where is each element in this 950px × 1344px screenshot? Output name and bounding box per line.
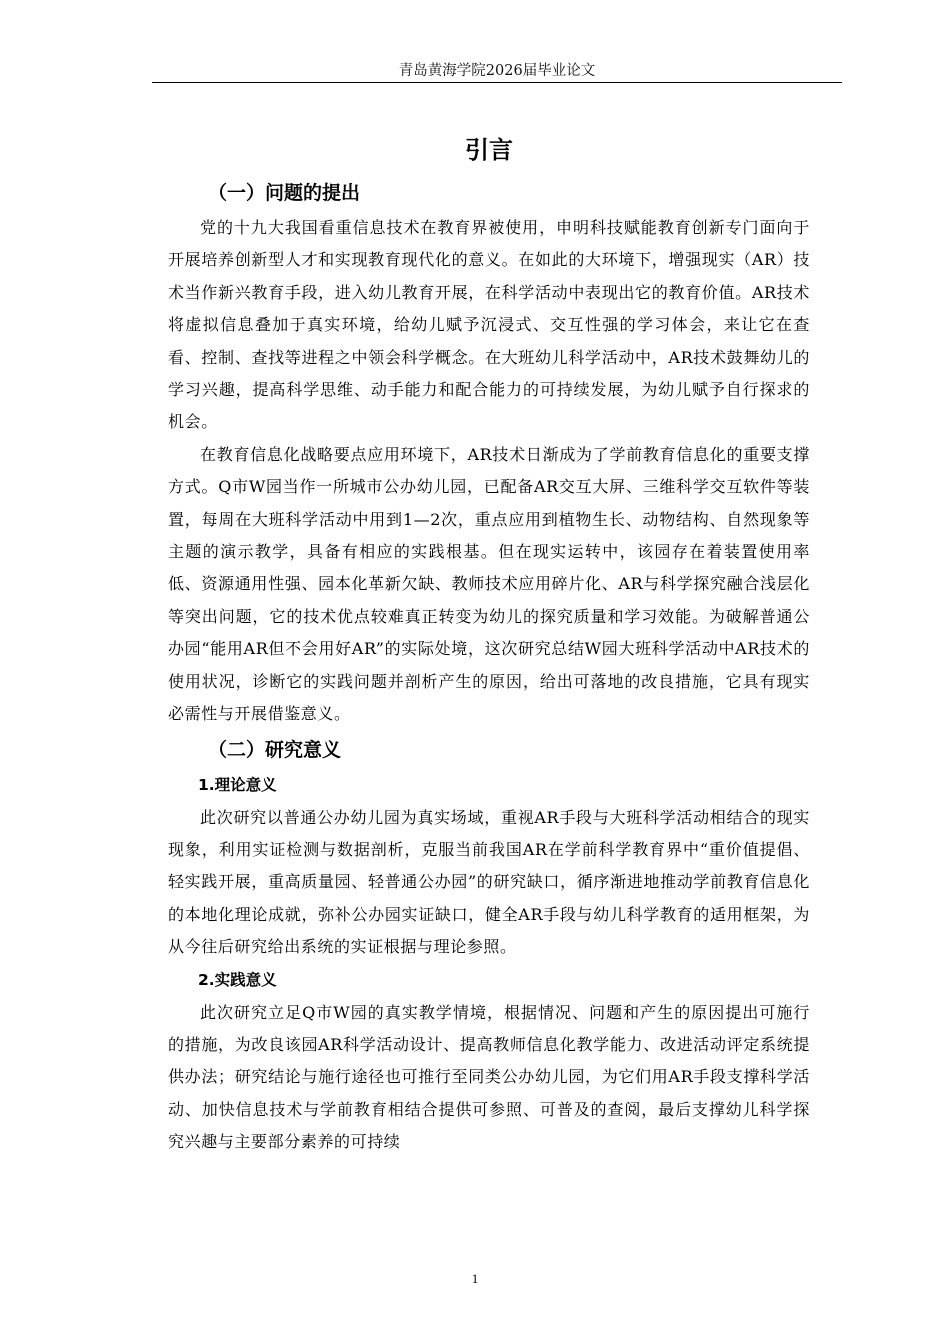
body-paragraph: 党的十九大我国看重信息技术在教育界被使用，申明科技赋能教育创新专门面向于开展培养创新型人才和实现教育现代化的意义。在如此的大环境下，增强现实（AR）技术当作新兴教育手段，进入幼儿教育开展，在科学活动中表现出它的教育价值。AR技术将虚拟信息叠加于真实环境，给幼儿赋予沉浸式、交互性强的学习体会，来让它在查看、控制、查找等进程之中领会科学概念。在大班幼儿科学活动中，AR技术鼓舞幼儿的学习兴趣，提高科学思维、动手能力和配合能力的可持续发展，为幼儿赋予自行探求的机会。 xyxy=(168,218,810,432)
body-paragraph: 在教育信息化战略要点应用环境下，AR技术日渐成为了学前教育信息化的重要支撑方式。Q市W园当作一所城市公办幼儿园，已配备AR交互大屏、三维科学交互软件等装置，每周在大班科学活动中用到1—2次，重点应用到植物生长、动物结构、自然现象等主题的演示教学，具备有相应的实践根基。但在现实运转中，该园存在着装置使用率低、资源通用性强、园本化革新欠缺、教师技术应用碎片化、AR与科学探究融合浅层化等突出问题，它的技术优点较难真正转变为幼儿的探究质量和学习效能。为破解普通公办园“能用AR但不会用好AR”的实际处境，这次研究总结W园大班科学活动中AR技术的使用状况，诊断它的实践问题并剖析产生的原因，给出可落地的改良措施，它具有现实必需性与开展借鉴意义。 xyxy=(168,444,810,724)
running-header: 青岛黄海学院2026届毕业论文 xyxy=(398,63,596,79)
page-number: 1 xyxy=(471,1271,479,1286)
subsection-heading-practice: 2.实践意义 xyxy=(198,970,277,989)
body-paragraph: 此次研究立足Q市W园的真实教学情境，根据情况、问题和产生的原因提出可施行的措施，为改良该园AR科学活动设计、提高教师信息化教学能力、改进活动评定系统提供办法；研究结论与施行途径也可推行至同类公办幼儿园，为它们用AR手段支撑科学活动、加快信息技术与学前教育相结合提供可参照、可普及的查阅，最后支撑幼儿科学探究兴趣与主要部分素养的可持续 xyxy=(168,1002,810,1152)
section-heading-problem: （一）问题的提出 xyxy=(208,182,361,204)
header-rule xyxy=(152,82,842,83)
subsection-heading-theory: 1.理论意义 xyxy=(198,775,277,794)
chapter-title: 引言 xyxy=(465,136,513,164)
body-paragraph: 此次研究以普通公办幼儿园为真实场域，重视AR手段与大班科学活动相结合的现实现象，利用实证检测与数据剖析，克服当前我国AR在学前科学教育界中“重价值提倡、轻实践开展，重高质量园、轻普通公办园”的研究缺口，循序渐进地推动学前教育信息化的本地化理论成就，弥补公办园实证缺口，健全AR手段与幼儿科学教育的适用框架，为从今往后研究给出系统的实证根据与理论参照。 xyxy=(168,807,810,957)
page-body xyxy=(168,126,810,1159)
section-heading-significance: （二）研究意义 xyxy=(208,738,342,761)
